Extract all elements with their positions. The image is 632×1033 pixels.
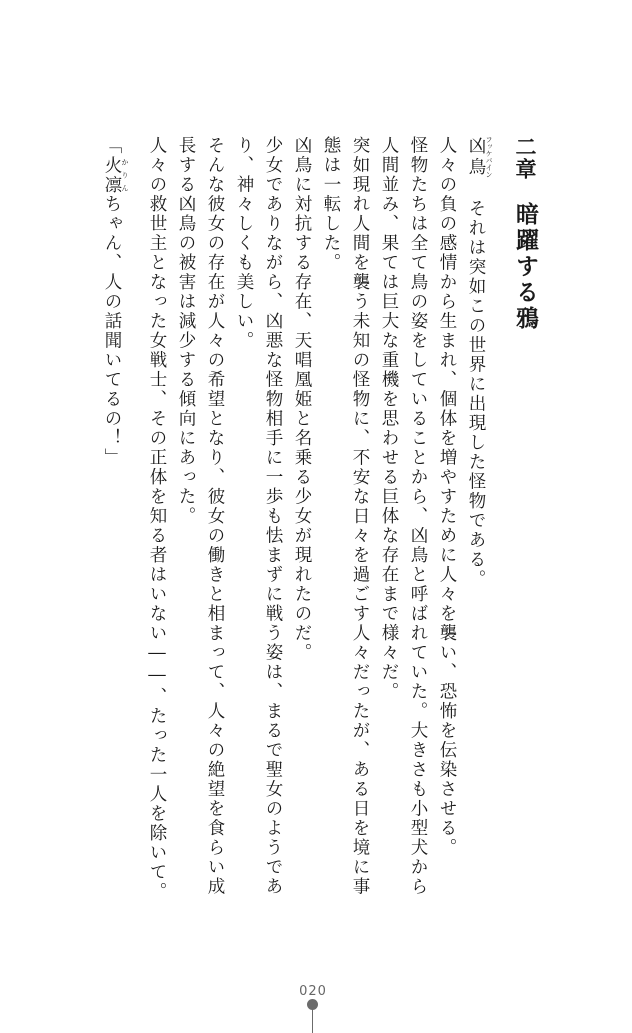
chapter-title: 暗躍する鴉 <box>512 202 539 332</box>
chapter-number: 二章 <box>513 136 538 180</box>
text-column: 人々の救世主となった女戦士、その正体を知る者はいない――、たった一人を除いて。 <box>147 136 167 902</box>
text-column: 態は一転した。 <box>321 136 341 273</box>
page-number: 020 <box>299 984 327 999</box>
text-column: 凶鳥 フッケバイン それは突如この世界に出現した怪物である。 <box>466 136 493 590</box>
ruby-term: 凶鳥 フッケバイン <box>466 136 493 178</box>
ruby-reading: かりん <box>121 155 129 195</box>
text-column: 少女でありながら、凶悪な怪物相手に一歩も怯まずに戦う姿は、まるで聖女のようであ <box>263 136 283 897</box>
text-column: 怪物たちは全て鳥の姿をしていることから、凶鳥と呼ばれていた。大きさも小型犬から <box>408 136 428 897</box>
ruby-term: 火凛 かりん <box>102 155 129 195</box>
ruby-reading: フッケバイン <box>485 136 493 178</box>
text-column: り、神々しくも美しい。 <box>234 136 254 351</box>
text-column: そんな彼女の存在が人々の希望となり、彼女の働きと相まって、人々の絶望を食らい成 <box>205 136 225 897</box>
text-column: 人間並み、果ては巨大な重機を思わせる巨体な存在まで様々だ。 <box>379 136 399 702</box>
page-marker-line <box>312 1009 313 1033</box>
text-column: 長する凶鳥の被害は減少する傾向にあった。 <box>176 136 196 526</box>
dialogue-column: 「火凛 かりんちゃん、人の話聞いてるの！」 <box>102 136 129 468</box>
text-column: 凶鳥に対抗する存在、天唱凰姫と名乗る少女が現れたのだ。 <box>292 136 312 663</box>
text-column: 突如現れ人間を襲う未知の怪物に、不安な日々を過ごす人々だったが、ある日を境に事 <box>350 136 370 897</box>
text-column: 人々の負の感情から生まれ、個体を増やすために人々を襲い、恐怖を伝染させる。 <box>437 136 457 858</box>
chapter-heading <box>512 136 542 332</box>
